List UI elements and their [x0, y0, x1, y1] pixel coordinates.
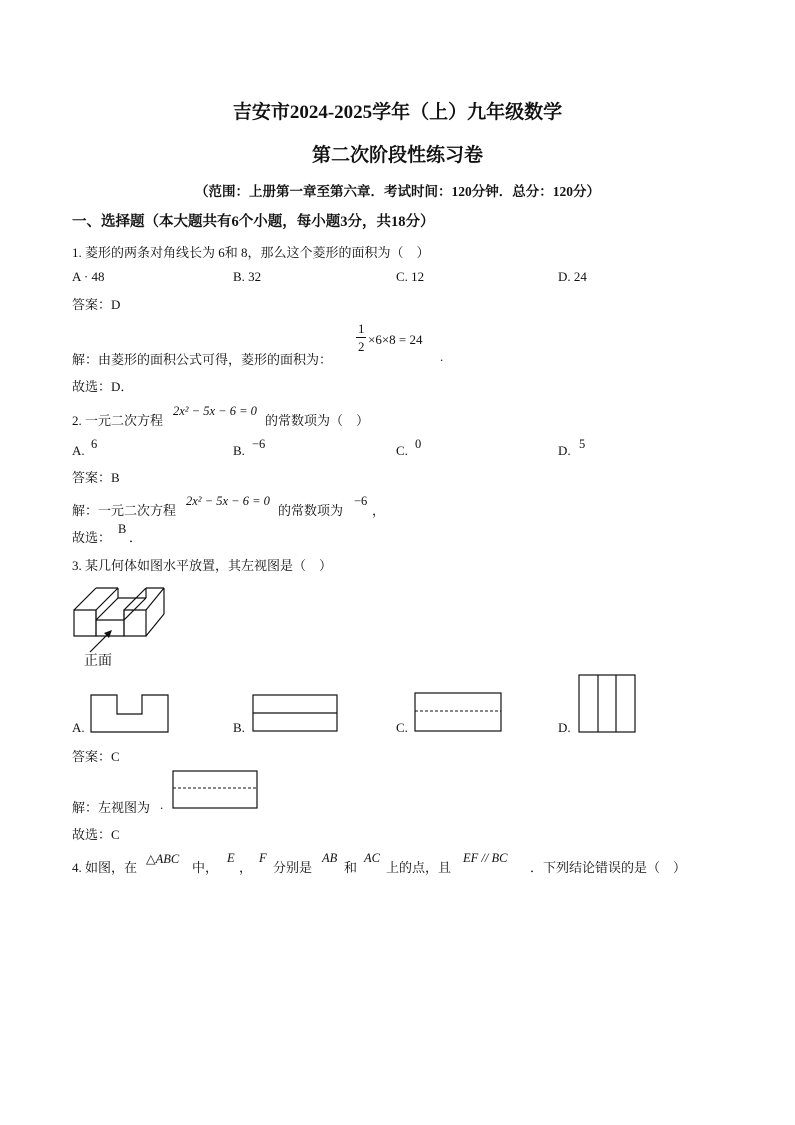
- scope-note: （范围：上册第一章至第六章．考试时间：120分钟．总分：120分）: [195, 184, 600, 199]
- q3-option-a-label: A.: [72, 720, 85, 735]
- q1-solution-prefix: 解：由菱形的面积公式可得，菱形的面积为：: [72, 352, 333, 367]
- q3-stem: 3. 某几何体如图水平放置，其左视图是（ ）: [72, 558, 333, 573]
- q4-comma: ，: [239, 860, 253, 875]
- q4-segment-ac: AC: [364, 851, 380, 865]
- q2-solution-mid: 的常数项为: [278, 503, 344, 518]
- q4-stem-3: 分别是: [273, 860, 313, 875]
- q2-stem-prefix: 2. 一元二次方程: [72, 413, 164, 428]
- q3-choice: 故选：C: [72, 827, 120, 842]
- q4-stem-5: ．下列结论错误的是（ ）: [530, 860, 687, 875]
- q4-stem-1: 4. 如图，在: [72, 860, 138, 875]
- q2-equation: 2x² − 5x − 6 = 0: [173, 404, 257, 418]
- q1-frac-num: 1: [358, 321, 365, 336]
- q2-stem-suffix: 的常数项为（ ）: [265, 413, 370, 428]
- q1-stem: 1. 菱形的两条对角线长为 6和 8，那么这个菱形的面积为（ ）: [72, 245, 430, 260]
- q1-formula: ×6×8 = 24: [368, 332, 423, 347]
- q1-option-a: A · 48: [72, 269, 105, 284]
- q3-option-d-label: D.: [558, 720, 571, 735]
- q1-option-d: D. 24: [558, 269, 587, 284]
- q2-solution-suffix: ，: [372, 503, 386, 518]
- q2-option-c-value: 0: [415, 437, 422, 451]
- q4-segment-ab: AB: [322, 851, 338, 865]
- q2-choice-prefix: 故选：: [72, 530, 112, 545]
- page-title: 吉安市2024-2025学年（上）九年级数学: [232, 102, 563, 123]
- q4-point-e: E: [227, 851, 235, 865]
- q4-stem-2: 中，: [192, 860, 219, 875]
- q2-solution-value: −6: [354, 494, 368, 508]
- q1-frac-den: 2: [358, 339, 365, 354]
- q2-option-a-label: A.: [72, 443, 85, 458]
- q3-option-c-label: C.: [396, 720, 408, 735]
- q3-front-label: 正面: [84, 654, 112, 669]
- q2-option-d-label: D.: [558, 443, 571, 458]
- q2-option-d-value: 5: [579, 437, 586, 451]
- q2-solution-equation: 2x² − 5x − 6 = 0: [186, 494, 270, 508]
- q2-option-a-value: 6: [91, 437, 98, 451]
- q2-option-b-value: −6: [252, 437, 266, 451]
- q2-option-c-label: C.: [396, 443, 408, 458]
- q1-option-c: C. 12: [396, 269, 425, 284]
- q3-option-a-shape: [90, 694, 170, 734]
- q2-choice-suffix: ．: [129, 530, 143, 545]
- page-subtitle: 第二次阶段性练习卷: [311, 145, 483, 166]
- q1-option-b: B. 32: [233, 269, 262, 284]
- q3-solution-suffix: .: [160, 797, 164, 812]
- q2-solution-prefix: 解：一元二次方程: [72, 503, 177, 518]
- q2-choice-value: B: [118, 522, 127, 536]
- q1-answer: 答案：D: [72, 297, 121, 312]
- q3-solution-shape: [172, 770, 262, 812]
- q4-point-f: F: [259, 851, 267, 865]
- section-heading: 一、选择题（本大题共有6个小题，每小题3分，共18分）: [72, 214, 435, 230]
- q3-option-c-shape: [414, 692, 504, 734]
- q3-option-b-shape: [252, 694, 340, 734]
- q3-option-d-shape: [578, 674, 638, 736]
- q3-answer: 答案：C: [72, 749, 120, 764]
- q3-solid-figure: [72, 578, 172, 650]
- q1-solution-suffix: .: [440, 349, 444, 364]
- q3-solution: 解：左视图为: [72, 800, 151, 815]
- q4-triangle: △ABC: [146, 852, 180, 866]
- q4-parallel: EF // BC: [463, 851, 508, 865]
- q1-frac-bar: [356, 337, 366, 338]
- q1-choice: 故选：D．: [72, 379, 134, 394]
- q2-answer: 答案：B: [72, 470, 120, 485]
- q2-option-b-label: B.: [233, 443, 245, 458]
- q4-and: 和: [344, 860, 358, 875]
- q3-option-b-label: B.: [233, 720, 245, 735]
- q4-stem-4: 上的点，且: [386, 860, 452, 875]
